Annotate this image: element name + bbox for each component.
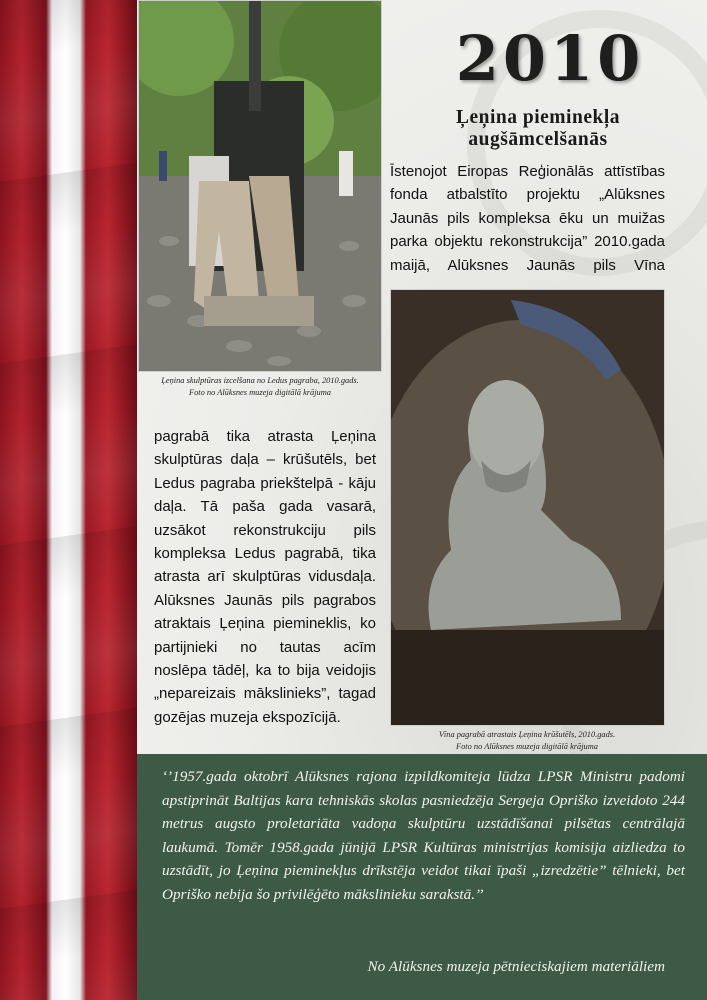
quote-text: ‘’1957.gada oktobrī Alūksnes rajona izpildkomiteja lūdza LPSR Ministru padomi apstiprināt Baltijas kara tehniskās skolas pasniedzēja Sergeja Opriško izveidoto 244 metrus augsto proletariāta vadoņa skulptūru uzstādīšanai pilsētas centrālajā laukumā. Tomēr 1958.gada jūnijā LPSR Kultūras ministrijas komisija aizliedza to uzstādīt, jo Ļeņina pieminekļus drīkstēja veidot tikai īpaši „izredzētie” tēlnieki, bet Opriško nebija šo privilēģēto mākslinieku sarakstā.’’ xyxy=(162,768,685,903)
quote-source: No Alūksnes muzeja pētnieciskajiem materiāliem xyxy=(367,958,665,975)
top-photo-caption xyxy=(140,375,380,399)
bust-photo-caption xyxy=(392,729,662,753)
top-caption-line2: Foto no Alūksnes muzeja digitālā krājuma xyxy=(189,388,331,397)
body-text-part1: Īstenojot Eiropas Reģionālās attīstības fonda atbalstīto projektu „Alūksnes Jaunās pils kompleksa ēku un muižas parka objektu rekonstrukcija” 2010.gada maijā, Alūksnes Jaunās pils Vīna xyxy=(390,163,665,274)
body-text-part2: pagrabā tika atrasta Ļeņina skulptūras daļa – krūšutēls, bet Ledus pagraba priekštelpā - kāju daļa. Tā paša gada vasarā, uzsākot rekonstrukciju pils kompleksa Ledus pagrabā, tika atrasta arī skulptūras vidusdaļa. Alūksnes Jaunās pils pagrabos atraktais Ļeņina piemineklis, ko partijnieki no tautas acīm noslēpa tādēļ, ka to bija veidojis „nepareizais mākslinieks”, tagad gozējas muzeja ekspozīcijā. xyxy=(154,428,376,726)
latvian-flag-strip xyxy=(0,0,137,1000)
top-caption-line1: Ļeņina skulptūras izcelšana no Ledus pagraba, 2010.gads. xyxy=(161,376,359,385)
bust-caption-line2: Foto no Alūksnes muzeja digitālā krājuma xyxy=(456,742,598,751)
photo-lenin-bust xyxy=(390,289,665,726)
year-heading: 2010 xyxy=(455,22,645,95)
bust-caption-line1: Vīna pagrabā atrastais Ļeņina krūšutēls, 2010.gads. xyxy=(438,730,616,739)
photo-sculpture-lifting xyxy=(138,0,382,372)
page-title: Ļeņina pieminekļa augšāmcelšanās xyxy=(456,107,620,150)
